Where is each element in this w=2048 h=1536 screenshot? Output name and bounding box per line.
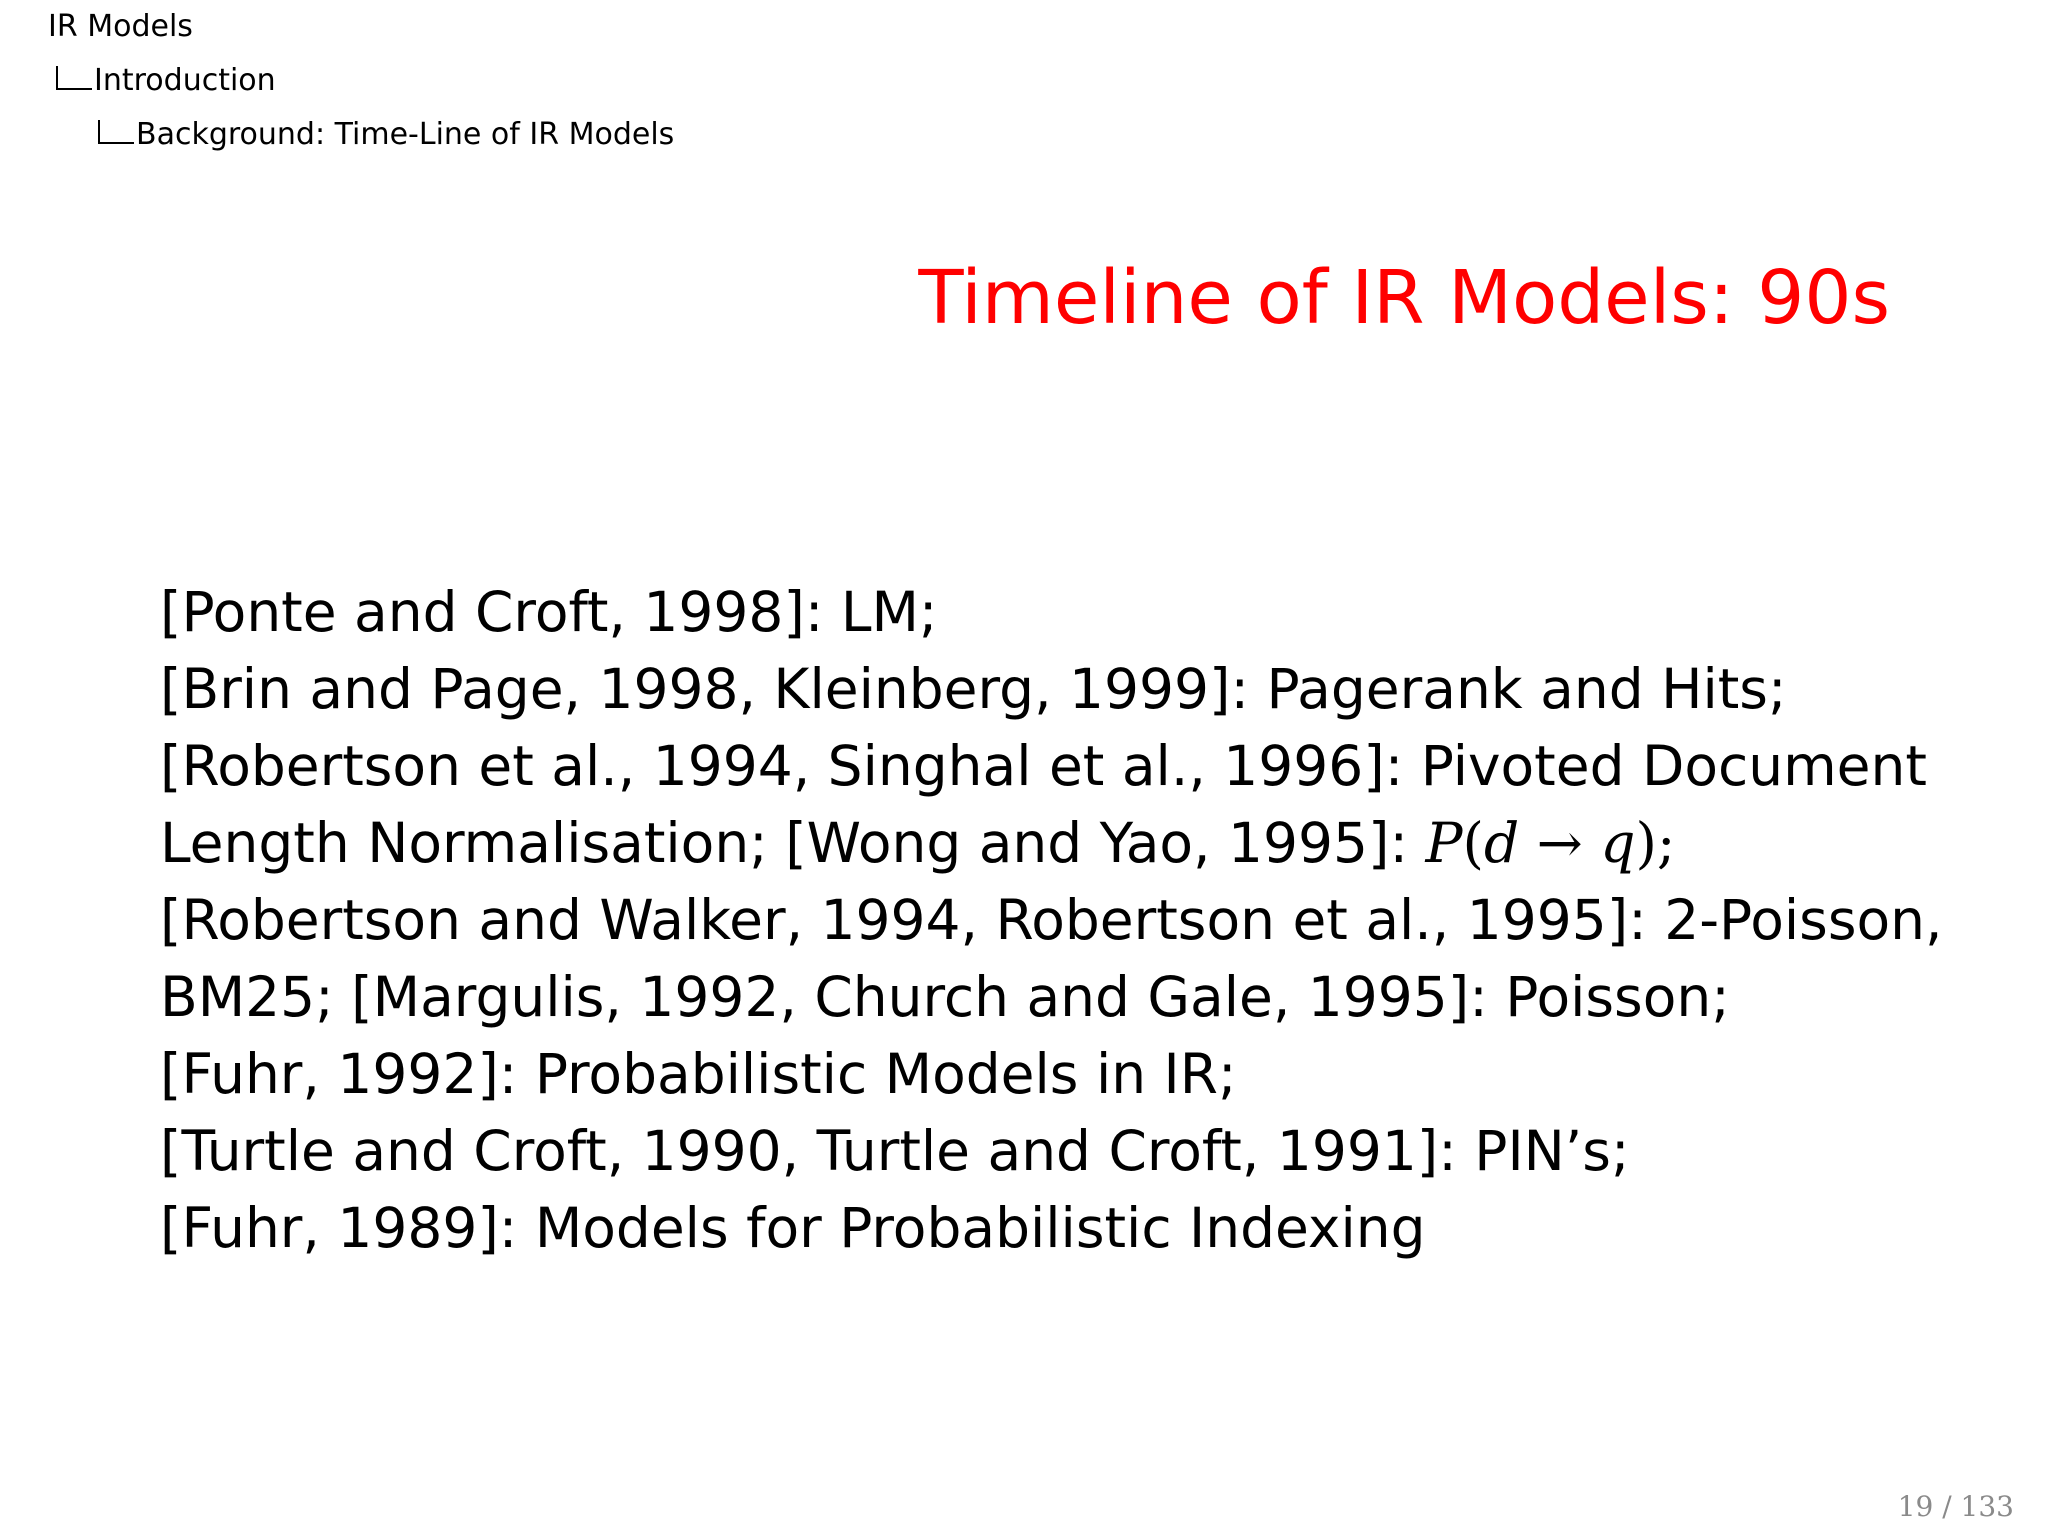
timeline-line-6: BM25; [Margulis, 1992, Church and Gale, 1995]: Poisson;: [160, 965, 1730, 1029]
breadcrumb-level-2: [56, 63, 276, 98]
breadcrumb-label-introduction: Introduction: [94, 63, 276, 98]
breadcrumb-level-3: [98, 117, 675, 152]
formula-close-paren: );: [1635, 811, 1676, 875]
timeline-line-9: [Fuhr, 1989]: Models for Probabilistic Indexing: [160, 1196, 1426, 1260]
timeline-line-3: [Robertson et al., 1994, Singhal et al., 1996]: Pivoted Document: [160, 734, 1927, 798]
tree-corner-icon: [98, 120, 134, 144]
timeline-line-7: [Fuhr, 1992]: Probabilistic Models in IR;: [160, 1042, 1237, 1106]
formula-open-paren: (: [1462, 811, 1484, 875]
right-arrow-icon: →: [1536, 811, 1583, 875]
timeline-line-8: [Turtle and Croft, 1990, Turtle and Croft, 1991]: PIN’s;: [160, 1119, 1630, 1183]
timeline-line-4: [160, 805, 1860, 882]
formula-d: d: [1483, 811, 1520, 875]
breadcrumb-level-1: [48, 9, 193, 44]
formula-q: q: [1600, 811, 1636, 875]
formula-p: P: [1425, 811, 1463, 875]
probability-formula: [1425, 811, 1675, 875]
tree-corner-icon: [56, 66, 92, 90]
timeline-line-2: [Brin and Page, 1998, Kleinberg, 1999]: Pagerank and Hits;: [160, 657, 1787, 721]
page-number: 19 / 133: [1897, 1490, 2014, 1523]
timeline-line-4-text: Length Normalisation; [Wong and Yao, 1995]:: [160, 811, 1426, 875]
breadcrumb-label-background: Background: Time-Line of IR Models: [136, 117, 675, 152]
timeline-list: [160, 574, 1943, 1267]
slide-title: Timeline of IR Models: 90s: [918, 255, 1890, 341]
timeline-line-1: [Ponte and Croft, 1998]: LM;: [160, 580, 938, 644]
timeline-line-5: [Robertson and Walker, 1994, Robertson et al., 1995]: 2-Poisson,: [160, 888, 1943, 952]
breadcrumb-label-ir-models: IR Models: [48, 9, 193, 44]
